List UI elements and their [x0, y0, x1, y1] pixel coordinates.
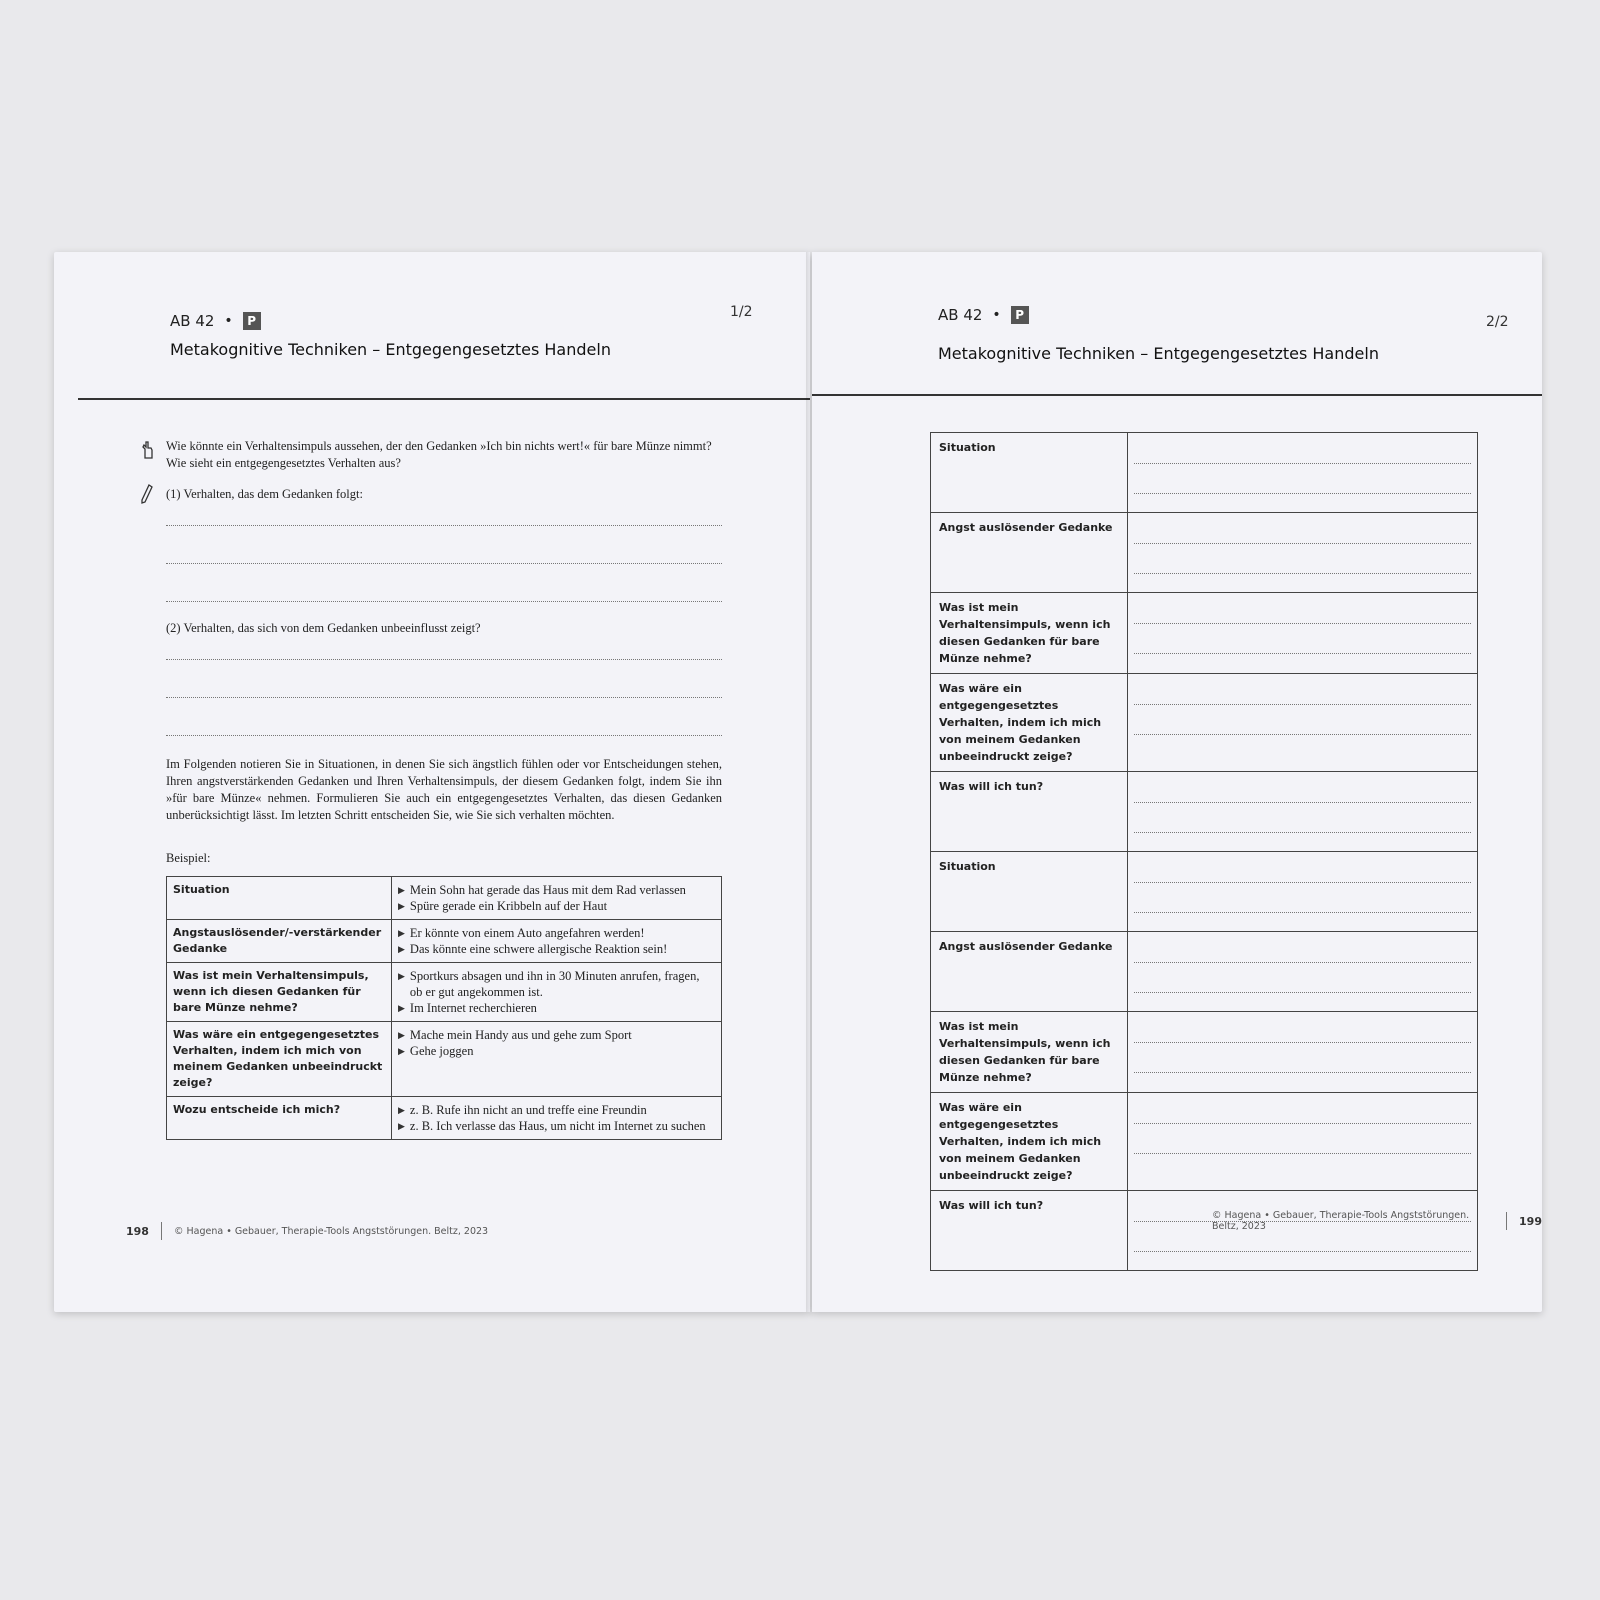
form-row-label: Angst auslösender Gedanke — [931, 932, 1128, 1012]
example-row-label: Situation — [167, 877, 392, 920]
example-bullet-text: Mein Sohn hat gerade das Haus mit dem Rad verlassen — [409, 883, 686, 897]
example-bullet-text: Im Internet recherchieren — [409, 1001, 537, 1015]
form-answer-field[interactable] — [1128, 1093, 1478, 1191]
triangle-bullet-icon: ▶ — [398, 1030, 405, 1040]
form-row — [931, 593, 1478, 674]
example-bullet — [398, 1027, 715, 1043]
answer-line — [1134, 912, 1471, 913]
example-bullet-text: Sportkurs absagen und ihn in 30 Minuten anrufen, fragen, ob er gut angekommen ist. — [409, 969, 700, 999]
example-bullet — [398, 1102, 715, 1118]
intro-paragraph: Im Folgenden notieren Sie in Situationen, in denen Sie sich ängstlich fühlen oder vor Entscheidungen stehen, Ihren angstverstärkenden Gedanken und Ihren Verhaltensimpuls, der diesem Gedanken folgt, indem Sie ihn »für bare Münze« nehmen. Formulieren Sie auch ein entgegengesetztes Verhalten, das diesen Gedanken unberücksichtigt lässt. Im letzten Schritt entscheiden Sie, wie Sie sich verhalten möchten. — [166, 757, 722, 822]
answer-line — [1134, 493, 1471, 494]
form-row — [931, 1012, 1478, 1093]
answer-line — [1134, 832, 1471, 833]
pencil-icon — [140, 484, 154, 504]
question-text: Wie könnte ein Verhaltensimpuls aussehen, der den Gedanken »Ich bin nichts wert!« für bare Münze nimmt? Wie sieht ein entgegengesetztes Verhalten aus? — [166, 439, 712, 470]
example-bullet — [398, 968, 715, 1000]
form-row-label: Was ist mein Verhaltensimpuls, wenn ich diesen Gedanken für bare Münze nehme? — [931, 593, 1128, 674]
example-row-values — [392, 963, 722, 1022]
example-bullet — [398, 898, 715, 914]
example-bullet-text: Er könnte von einem Auto angefahren werden! — [409, 926, 645, 940]
footer-divider — [161, 1222, 162, 1240]
header-rule — [812, 394, 1542, 396]
answer-line — [1134, 734, 1471, 735]
form-answer-field[interactable] — [1128, 852, 1478, 932]
form-row-label: Situation — [931, 433, 1128, 513]
example-row — [167, 1022, 722, 1097]
example-row-values — [392, 920, 722, 963]
form-row — [931, 852, 1478, 932]
form-row — [931, 772, 1478, 852]
form-row — [931, 513, 1478, 593]
example-row — [167, 963, 722, 1022]
example-bullet-text: Spüre gerade ein Kribbeln auf der Haut — [409, 899, 608, 913]
answer-line — [1134, 962, 1471, 963]
example-bullet — [398, 1118, 715, 1134]
triangle-bullet-icon: ▶ — [398, 885, 405, 895]
example-bullet — [398, 925, 715, 941]
worksheet-header — [170, 312, 261, 330]
q1-label: (1) Verhalten, das dem Gedanken folgt: — [166, 487, 363, 501]
example-row-label: Was ist mein Verhaltensimpuls, wenn ich diesen Gedanken für bare Münze nehme? — [167, 963, 392, 1022]
example-bullet-text: Das könnte eine schwere allergische Reaktion sein! — [409, 942, 668, 956]
answer-line — [1134, 1072, 1471, 1073]
answer-lines-2 — [166, 658, 722, 736]
example-bullet — [398, 1000, 715, 1016]
book-spread — [54, 252, 1544, 1322]
example-row-label: Was wäre ein entgegengesetztes Verhalten, indem ich mich von meinem Gedanken unbeeindruckt zeige? — [167, 1022, 392, 1097]
form-row-label: Was wäre ein entgegengesetztes Verhalten, indem ich mich von meinem Gedanken unbeeindruckt zeige? — [931, 674, 1128, 772]
example-table — [166, 876, 722, 1140]
example-bullet-text: Mache mein Handy aus und gehe zum Sport — [409, 1028, 632, 1042]
header-rule — [78, 398, 810, 400]
form-row-label: Was will ich tun? — [931, 1191, 1128, 1271]
triangle-bullet-icon: ▶ — [398, 928, 405, 938]
example-row-label: Angstauslösender/-verstärkender Gedanke — [167, 920, 392, 963]
example-row — [167, 877, 722, 920]
example-row — [167, 1097, 722, 1140]
right-page — [812, 252, 1542, 1312]
left-page — [54, 252, 810, 1312]
example-bullet — [398, 941, 715, 957]
triangle-bullet-icon: ▶ — [398, 971, 405, 981]
form-row-label: Was will ich tun? — [931, 772, 1128, 852]
form-answer-field[interactable] — [1128, 772, 1478, 852]
answer-line — [1134, 463, 1471, 464]
example-bullet — [398, 882, 715, 898]
bullet-separator: • — [992, 307, 1001, 323]
answer-line[interactable] — [166, 696, 722, 698]
answer-line — [1134, 623, 1471, 624]
example-label: Beispiel: — [166, 851, 211, 865]
example-row-values — [392, 1097, 722, 1140]
page-number: 198 — [126, 1224, 149, 1238]
answer-line[interactable] — [166, 562, 722, 564]
answer-line — [1134, 1153, 1471, 1154]
page-title: Metakognitive Techniken – Entgegengesetztes Handeln — [170, 340, 611, 359]
answer-line[interactable] — [166, 524, 722, 526]
form-row-label: Situation — [931, 852, 1128, 932]
answer-line — [1134, 543, 1471, 544]
form-answer-field[interactable] — [1128, 674, 1478, 772]
triangle-bullet-icon: ▶ — [398, 1121, 405, 1131]
example-bullet — [398, 1043, 715, 1059]
page-title: Metakognitive Techniken – Entgegengesetztes Handeln — [938, 344, 1379, 363]
triangle-bullet-icon: ▶ — [398, 901, 405, 911]
worksheet-form-table — [930, 432, 1478, 1271]
footer-divider — [1506, 1212, 1507, 1230]
answer-line — [1134, 1123, 1471, 1124]
example-row — [167, 920, 722, 963]
worksheet-code: AB 42 — [170, 312, 215, 330]
example-bullet-text: Gehe joggen — [409, 1044, 474, 1058]
triangle-bullet-icon: ▶ — [398, 1046, 405, 1056]
q2-label: (2) Verhalten, das sich von dem Gedanken unbeeinflusst zeigt? — [166, 621, 481, 635]
hand-pointer-icon — [140, 440, 156, 460]
triangle-bullet-icon: ▶ — [398, 1003, 405, 1013]
form-answer-field[interactable] — [1128, 513, 1478, 593]
form-row — [931, 674, 1478, 772]
p-badge: P — [1011, 306, 1029, 324]
answer-line — [1134, 653, 1471, 654]
form-row-label: Angst auslösender Gedanke — [931, 513, 1128, 593]
example-row-values — [392, 1022, 722, 1097]
copyright: © Hagena • Gebauer, Therapie-Tools Angststörungen. Beltz, 2023 — [173, 1225, 489, 1237]
example-bullet-text: z. B. Rufe ihn nicht an und treffe eine Freundin — [409, 1103, 647, 1117]
answer-line — [1134, 573, 1471, 574]
answer-line — [1134, 802, 1471, 803]
page-count: 1/2 — [730, 304, 753, 320]
example-row-values — [392, 877, 722, 920]
triangle-bullet-icon: ▶ — [398, 944, 405, 954]
worksheet-header — [938, 306, 1029, 324]
example-bullet-text: z. B. Ich verlasse das Haus, um nicht im Internet zu suchen — [409, 1119, 706, 1133]
form-answer-field[interactable] — [1128, 433, 1478, 513]
bullet-separator: • — [224, 313, 233, 329]
answer-line — [1134, 1251, 1471, 1252]
answer-line — [1134, 882, 1471, 883]
answer-line — [1134, 704, 1471, 705]
answer-line — [1134, 1042, 1471, 1043]
form-answer-field[interactable] — [1128, 1012, 1478, 1093]
form-row — [931, 1093, 1478, 1191]
triangle-bullet-icon: ▶ — [398, 1105, 405, 1115]
answer-line[interactable] — [166, 734, 722, 736]
answer-line[interactable] — [166, 658, 722, 660]
form-answer-field[interactable] — [1128, 932, 1478, 1012]
answer-line — [1134, 992, 1471, 993]
right-footer — [1212, 1210, 1542, 1232]
left-footer — [126, 1222, 488, 1240]
form-row — [931, 433, 1478, 513]
copyright: © Hagena • Gebauer, Therapie-Tools Angststörungen. Beltz, 2023 — [1212, 1210, 1470, 1232]
form-row — [931, 932, 1478, 1012]
answer-lines-1 — [166, 524, 722, 602]
page-count: 2/2 — [1486, 314, 1509, 330]
form-answer-field[interactable] — [1128, 593, 1478, 674]
example-table-wrap — [166, 876, 722, 1140]
answer-line[interactable] — [166, 600, 722, 602]
page-number: 199 — [1519, 1214, 1542, 1228]
example-row-label: Wozu entscheide ich mich? — [167, 1097, 392, 1140]
worksheet-code: AB 42 — [938, 306, 983, 324]
p-badge: P — [243, 312, 261, 330]
form-row-label: Was ist mein Verhaltensimpuls, wenn ich diesen Gedanken für bare Münze nehme? — [931, 1012, 1128, 1093]
form-row-label: Was wäre ein entgegengesetztes Verhalten, indem ich mich von meinem Gedanken unbeeindruckt zeige? — [931, 1093, 1128, 1191]
